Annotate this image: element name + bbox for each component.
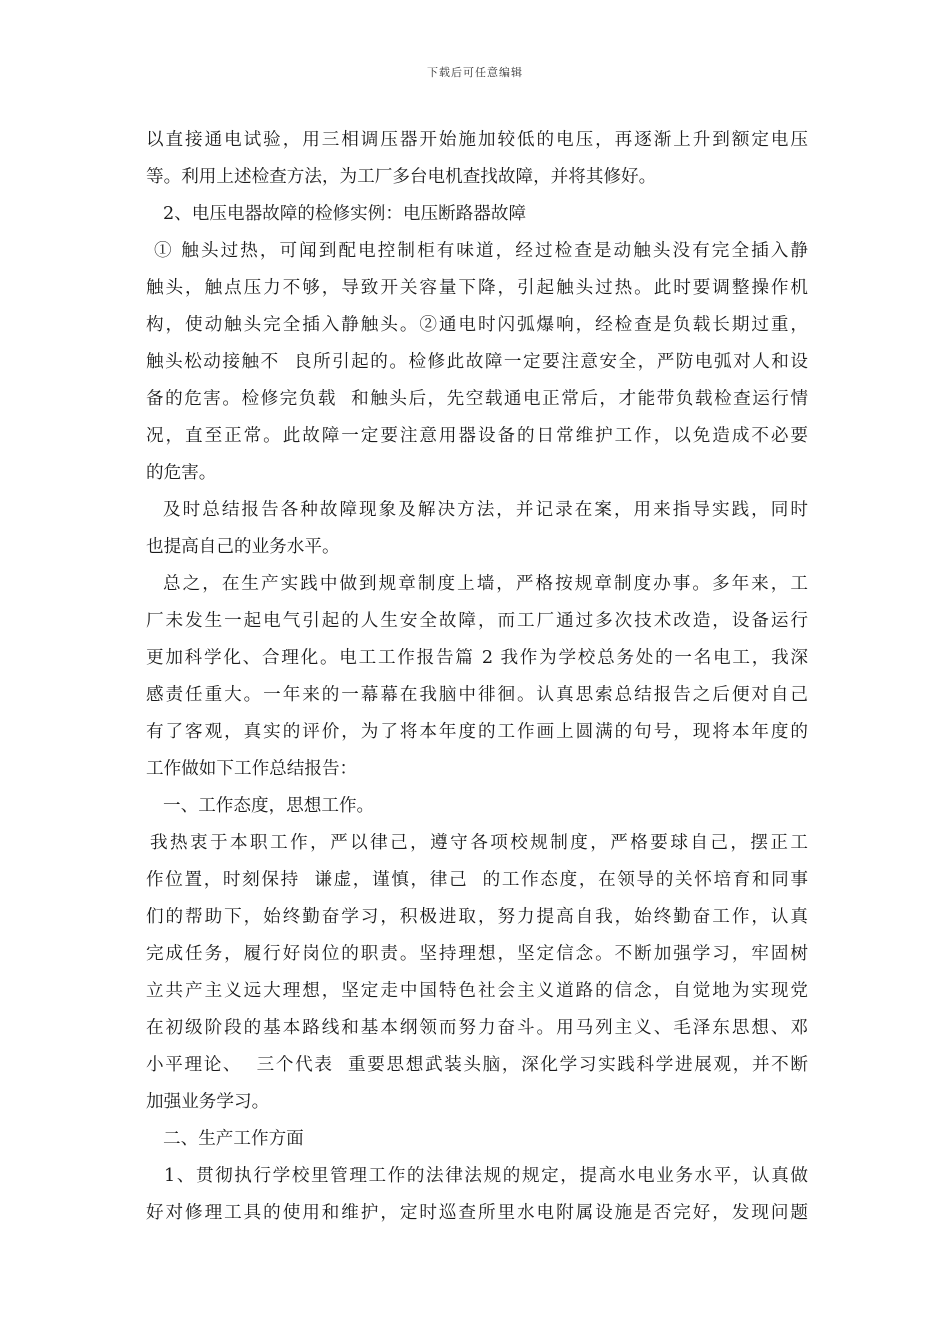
text-line: 的危害。 bbox=[146, 463, 217, 483]
body-text bbox=[146, 122, 808, 1232]
section-heading: 二、生产工作方面 bbox=[163, 1129, 304, 1149]
text-line: 厂未发生一起电气引起的人生安全故障，而工厂通过多次技术改造，设备运行 bbox=[146, 611, 808, 631]
text-line: 1、贯彻执行学校里管理工作的法律法规的规定，提高水电业务水平，认真做 bbox=[164, 1166, 808, 1186]
text-line: 及时总结报告各种故障现象及解决方法，并记录在案，用来指导实践，同时 bbox=[163, 500, 808, 520]
text-line: 感责任重大。一年来的一幕幕在我脑中徘徊。认真思索总结报告之后便对自己 bbox=[146, 685, 808, 705]
text-line: 触头，触点压力不够，导致开关容量下降，引起触头过热。此时要调整操作机 bbox=[146, 278, 808, 298]
text-line: 加强业务学习。 bbox=[146, 1092, 270, 1112]
text-line: 以直接通电试验，用三相调压器开始施加较低的电压，再逐渐上升到额定电压 bbox=[146, 130, 808, 150]
text-line: 们的帮助下，始终勤奋学习，积极进取，努力提高自我，始终勤奋工作，认真 bbox=[146, 907, 808, 927]
text-line: 工作做如下工作总结报告： bbox=[146, 759, 358, 779]
text-line: 有了客观，真实的评价，为了将本年度的工作画上圆满的句号，现将本年度的 bbox=[146, 722, 808, 742]
section-heading: 一、工作态度，思想工作。 bbox=[163, 796, 375, 816]
text-line: 好对修理工具的使用和维护，定时巡查所里水电附属设施是否完好，发现问题 bbox=[146, 1203, 808, 1223]
section-heading: 2、电压电器故障的检修实例：电压断路器故障 bbox=[163, 204, 527, 224]
page-header: 下载后可任意编辑 bbox=[427, 66, 523, 79]
text-line: 完成任务，履行好岗位的职责。坚持理想，坚定信念。不断加强学习，牢固树 bbox=[146, 944, 808, 964]
text-line: 备的危害。检修完负载 和触头后，先空载通电正常后，才能带负载检查运行情 bbox=[146, 389, 808, 409]
text-line: 小平理论、 三个代表 重要思想武装头脑，深化学习实践科学进展观，并不断 bbox=[146, 1055, 808, 1075]
text-line: 立共产主义远大理想，坚定走中国特色社会主义道路的信念，自觉地为实现党 bbox=[146, 981, 808, 1001]
text-line: 我热衷于本职工作，严以律己，遵守各项校规制度，严格要球自己，摆正工 bbox=[150, 833, 808, 853]
text-line: 构，使动触头完全插入静触头。②通电时闪弧爆响，经检查是负载长期过重， bbox=[146, 315, 808, 335]
text-line: 作位置，时刻保持 谦虚，谨慎，律己 的工作态度，在领导的关怀培育和同事 bbox=[146, 870, 808, 890]
text-line: 况，直至正常。此故障一定要注意用器设备的日常维护工作，以免造成不必要 bbox=[146, 426, 808, 446]
text-line: 触头松动接触不 良所引起的。检修此故障一定要注意安全，严防电弧对人和设 bbox=[146, 352, 808, 372]
text-line: 总之，在生产实践中做到规章制度上墙，严格按规章制度办事。多年来，工 bbox=[163, 574, 808, 594]
text-line: 也提高自己的业务水平。 bbox=[146, 537, 340, 557]
text-line: 更加科学化、合理化。电工工作报告篇 2 我作为学校总务处的一名电工，我深 bbox=[146, 648, 808, 668]
text-line: ① 触头过热，可闻到配电控制柜有味道，经过检查是动触头没有完全插入静 bbox=[154, 241, 808, 261]
text-line: 等。利用上述检查方法，为工厂多台电机查找故障，并将其修好。 bbox=[146, 167, 657, 187]
text-line: 在初级阶段的基本路线和基本纲领而努力奋斗。用马列主义、毛泽东思想、邓 bbox=[146, 1018, 808, 1038]
